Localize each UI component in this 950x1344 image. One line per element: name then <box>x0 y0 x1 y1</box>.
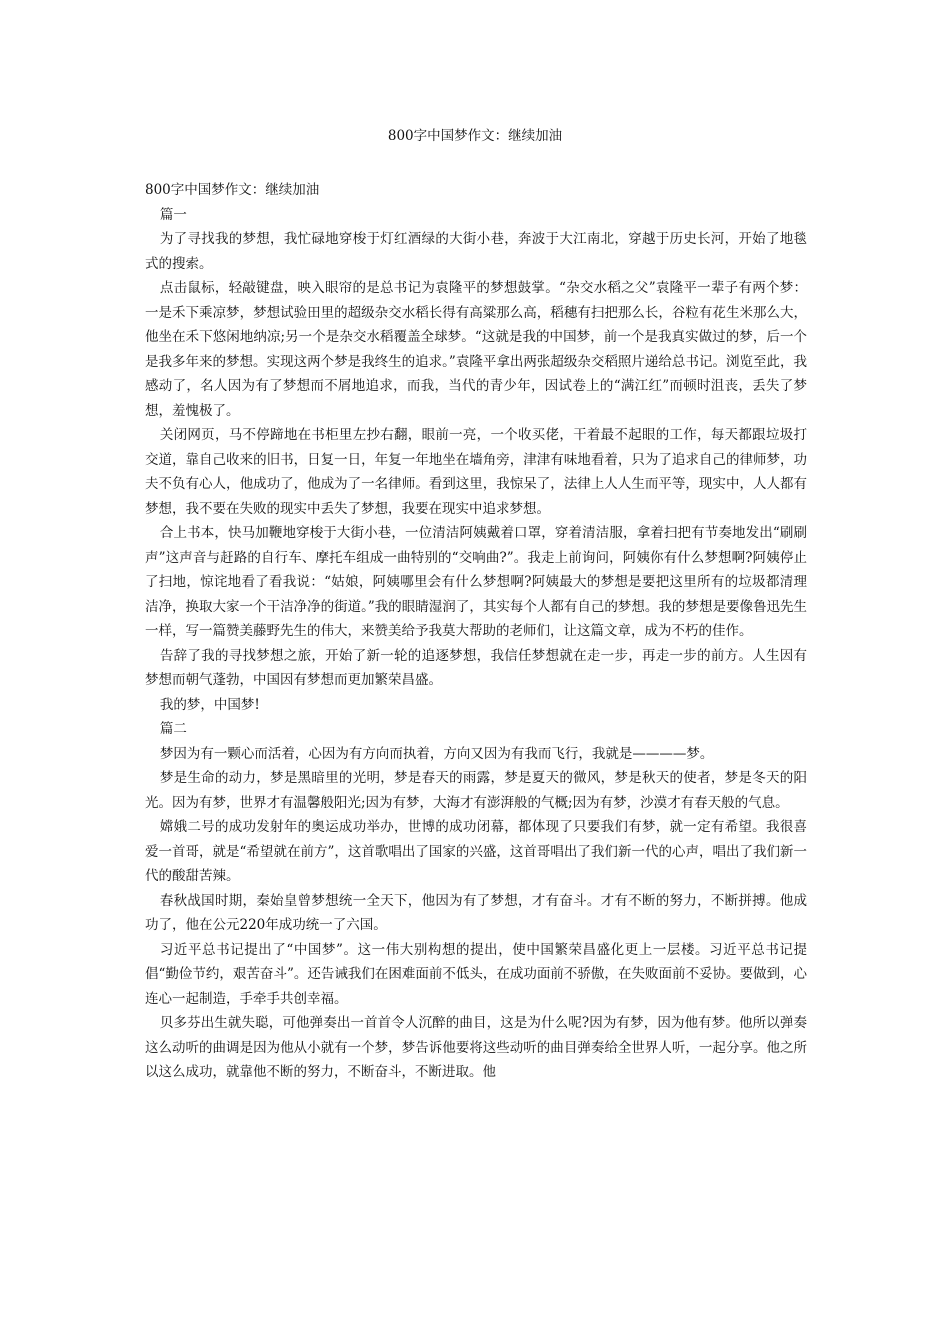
paragraph: 梦因为有一颗心而活着，心因为有方向而执着，方向又因为有我而飞行，我就是————梦。 <box>159 745 714 762</box>
section-label-1: 篇一 <box>159 206 187 223</box>
paragraph: 关闭网页，马不停蹄地在书柜里左抄右翻，眼前一亮，一个收买佬，干着最不起眼的工作，每天都跟垃圾打交道，靠自己收来的旧书，日复一日，年复一年地坐在墙角旁，津津有味地看着，只为了追求自己的律师梦，功夫不负有心人，他成功了，他成为了一名律师。看到这里，我惊呆了，法律上人人生而平等，现实中，人人都有梦想，我不要在失败的现实中丢失了梦想，我要在现实中追求梦想。 <box>145 427 807 517</box>
paragraph: 习近平总书记提出了“中国梦”。这一伟大别构想的提出，使中国繁荣昌盛化更上一层楼。习近平总书记提倡“勤俭节约，艰苦奋斗”。还告诫我们在困难面前不低头，在成功面前不骄傲，在失败面前不妥协。要做到，心连心一起制造，手牵手共创幸福。 <box>145 941 807 1007</box>
paragraph: 我的梦，中国梦! <box>159 696 260 713</box>
paragraph: 嫦娥二号的成功发射年的奥运成功举办，世博的成功闭幕，都体现了只要我们有梦，就一定有希望。我很喜爱一首哥，就是“希望就在前方”，这首歌唱出了国家的兴盛，这首哥唱出了我们新一代的心声，唱出了我们新一代的酸甜苦辣。 <box>145 819 807 884</box>
body-heading: 800字中国梦作文：继续加油 <box>145 182 320 198</box>
paragraph: 点击鼠标，轻敲键盘，映入眼帘的是总书记为袁隆平的梦想鼓掌。“杂交水稻之父”袁隆平一辈子有两个梦：一是禾下乘凉梦，梦想试验田里的超级杂交水稻长得有高粱那么高，稻穗有扫把那么长，谷粒有花生米那么大，他坐在禾下悠闲地纳凉;另一个是杂交水稻覆盖全球梦。“这就是我的中国梦，前一个是我真实做过的梦，后一个是我多年来的梦想。实现这两个梦是我终生的追求。”袁隆平拿出两张超级杂交稻照片递给总书记。浏览至此，我感动了，名人因为有了梦想而不屑地追求，而我，当代的青少年，因试卷上的“满江红”而顿时沮丧，丢失了梦想，羞愧极了。 <box>145 280 807 419</box>
document-title: 800字中国梦作文：继续加油 <box>387 128 563 144</box>
paragraph: 为了寻找我的梦想，我忙碌地穿梭于灯红酒绿的大街小巷，奔波于大江南北，穿越于历史长河，开始了地毯式的搜索。 <box>145 231 807 272</box>
paragraph: 告辞了我的寻找梦想之旅，开始了新一轮的追逐梦想，我信任梦想就在走一步，再走一步的前方。人生因有梦想而朝气蓬勃，中国因有梦想而更加繁荣昌盛。 <box>145 647 807 688</box>
section-label-2: 篇二 <box>159 721 187 737</box>
document-body <box>145 178 807 1085</box>
paragraph: 梦是生命的动力，梦是黑暗里的光明，梦是春天的雨露，梦是夏天的微风，梦是秋天的使者，梦是冬天的阳光。因为有梦，世界才有温馨般阳光;因为有梦，大海才有澎湃般的气概;因为有梦，沙漠才有春天般的气息。 <box>145 770 807 811</box>
paragraph: 合上书本，快马加鞭地穿梭于大街小巷，一位清洁阿姨戴着口罩，穿着清洁服，拿着扫把有节奏地发出“刷刷声”这声音与赶路的自行车、摩托车组成一曲特别的“交响曲?”。我走上前询问，阿姨你有什么梦想啊?阿姨停止了扫地，惊诧地看了看我说：“姑娘，阿姨哪里会有什么梦想啊?阿姨最大的梦想是要把这里所有的垃圾都清理洁净，换取大家一个干洁净净的街道。”我的眼睛湿润了，其实每个人都有自己的梦想。我的梦想是要像鲁迅先生一样，写一篇赞美藤野先生的伟大，来赞美给予我莫大帮助的老师们，让这篇文章，成为不朽的佳作。 <box>145 525 807 639</box>
paragraph: 春秋战国时期，秦始皇曾梦想统一全天下，他因为有了梦想，才有奋斗。才有不断的努力，不断拼搏。他成功了，他在公元220年成功统一了六国。 <box>145 892 807 933</box>
paragraph: 贝多芬出生就失聪，可他弹奏出一首首令人沉醉的曲目，这是为什么呢?因为有梦，因为他有梦。他所以弹奏这么动听的曲调是因为他从小就有一个梦，梦告诉他要将这些动听的曲目弹奏给全世界人听，一起分享。他之所以这么成功，就靠他不断的努力，不断奋斗，不断进取。他 <box>145 1015 807 1080</box>
